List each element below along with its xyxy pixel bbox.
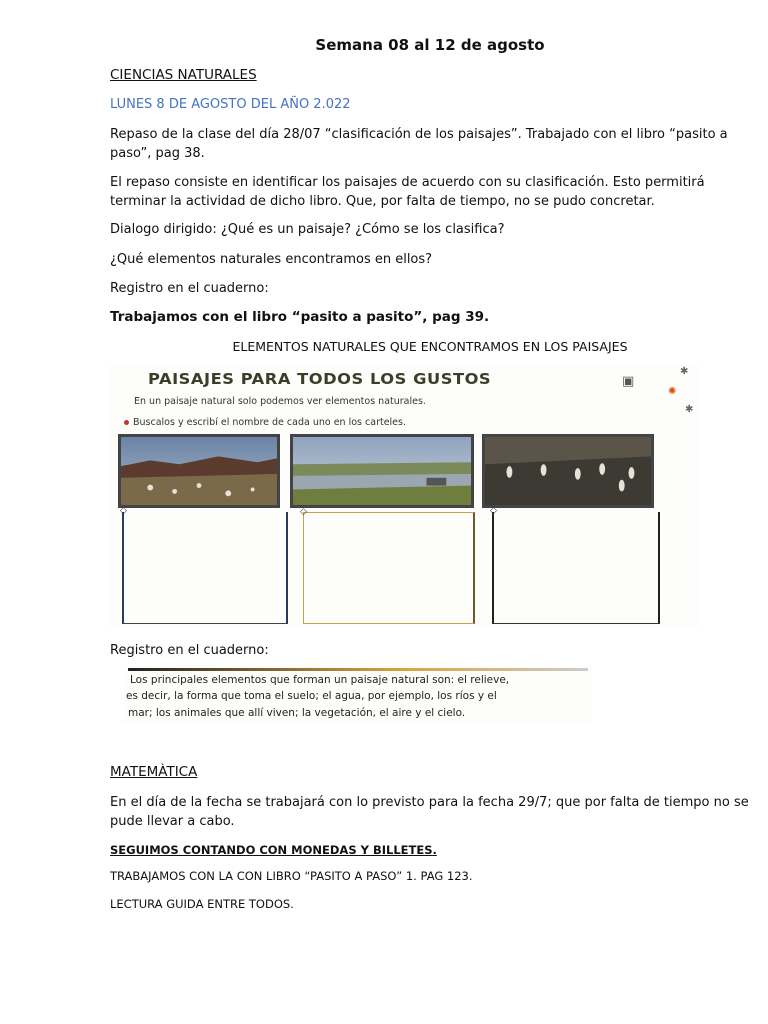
answer-box-1 <box>120 506 288 624</box>
answer-box-2 <box>300 507 475 624</box>
paragraph-repaso: Repaso de la clase del día 28/07 “clasificación de los paisajes”. Trabajado con el libro “pasito a paso”, pag 38. <box>110 127 728 161</box>
diamond-icon: ◇ <box>120 506 127 516</box>
definition-line: es decir, la forma que toma el suelo; el agua, por ejemplo, los ríos y el <box>126 690 497 702</box>
paragraph-dialogo: Dialogo dirigido: ¿Qué es un paisaje? ¿Cómo se los clasifica? <box>110 222 505 237</box>
textbook-line: En un paisaje natural solo podemos ver elementos naturales. <box>134 396 426 407</box>
landscape-photo-pinguinos <box>482 434 654 508</box>
definition-line: Los principales elementos que forman un paisaje natural son: el relieve, <box>130 674 510 686</box>
diamond-icon: ◇ <box>490 506 497 516</box>
answer-box-3 <box>490 506 660 624</box>
date-line: LUNES 8 DE AGOSTO DEL AÑO 2.022 <box>110 97 351 112</box>
diamond-icon: ◇ <box>300 507 307 517</box>
textbook-instruction <box>124 417 406 428</box>
landscape-photo-meseta <box>118 434 280 508</box>
paragraph-libro: Trabajamos con el libro “pasito a pasito”, pag 39. <box>110 309 490 325</box>
page-title: Semana 08 al 12 de agosto <box>315 36 545 54</box>
star-icon: ✱ <box>680 366 689 377</box>
paragraph-matematica: En el día de la fecha se trabajará con lo previsto para la fecha 29/7; que por falta de tiempo no se pude llevar a cabo. <box>110 795 749 829</box>
paragraph-libro-pag: TRABAJAMOS CON LA CON LIBRO “PASITO A PASO” 1. PAG 123. <box>110 869 473 883</box>
subheading-monedas: SEGUIMOS CONTANDO CON MONEDAS Y BILLETES. <box>110 843 437 857</box>
textbook-instruction-text: Buscalos y escribí el nombre de cada uno en los carteles. <box>133 417 406 428</box>
definition-line: mar; los animales que allí viven; la vegetación, el aire y el cielo. <box>128 707 466 719</box>
sun-icon: ✺ <box>668 386 677 397</box>
textbook-image-paisajes <box>110 364 698 630</box>
bullet-icon <box>124 420 129 425</box>
paragraph-explicacion: El repaso consiste en identificar los paisajes de acuerdo con su clasificación. Esto permitirá terminar la actividad de dicho libro. Que, por falta de tiempo, no se pudo concretar. <box>110 175 705 209</box>
landscape-photo-lago <box>290 434 474 508</box>
camera-icon: ▣ <box>622 374 635 389</box>
section-heading-matematica: MATEMÀTICA <box>110 764 198 780</box>
textbook-image-definicion <box>122 666 592 724</box>
paragraph-elementos: ¿Qué elementos naturales encontramos en ellos? <box>110 252 433 267</box>
star-icon: ✱ <box>685 404 694 415</box>
paragraph-registro-2: Registro en el cuaderno: <box>110 643 269 658</box>
paragraph-registro: Registro en el cuaderno: <box>110 281 269 296</box>
section-heading-ciencias: CIENCIAS NATURALES <box>110 67 257 83</box>
section-subheading: ELEMENTOS NATURALES QUE ENCONTRAMOS EN LOS PAISAJES <box>232 339 628 354</box>
paragraph-lectura: LECTURA GUIDA ENTRE TODOS. <box>110 897 294 911</box>
textbook-title: PAISAJES PARA TODOS LOS GUSTOS <box>148 370 492 388</box>
divider <box>128 668 588 671</box>
